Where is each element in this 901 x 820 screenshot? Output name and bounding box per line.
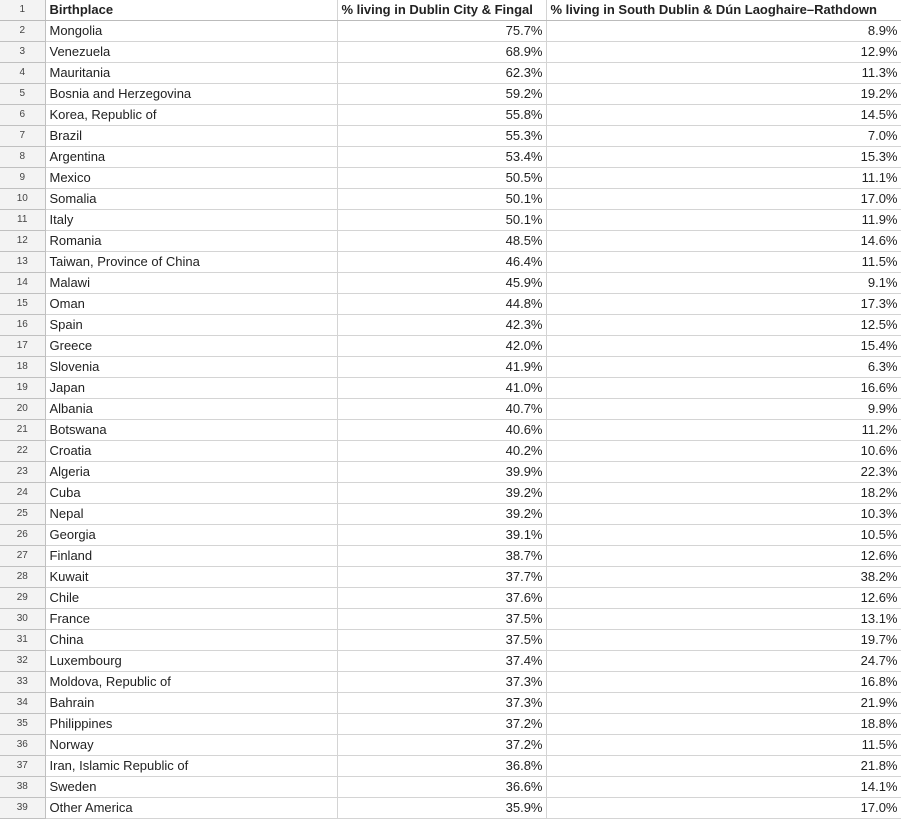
cell-birthplace[interactable]: Algeria: [45, 462, 337, 483]
cell-dublin-city-fingal[interactable]: 42.0%: [337, 336, 546, 357]
cell-dublin-city-fingal[interactable]: 44.8%: [337, 294, 546, 315]
table-row: [0, 189, 901, 210]
header-cell-birthplace[interactable]: Birthplace: [45, 0, 337, 21]
cell-dublin-city-fingal[interactable]: 35.9%: [337, 798, 546, 819]
cell-birthplace[interactable]: Chile: [45, 588, 337, 609]
row-number[interactable]: 26: [0, 525, 45, 546]
cell-south-dublin-dlr[interactable]: 19.2%: [546, 84, 901, 105]
row-number[interactable]: 15: [0, 294, 45, 315]
cell-birthplace[interactable]: Bahrain: [45, 693, 337, 714]
cell-dublin-city-fingal[interactable]: 45.9%: [337, 273, 546, 294]
cell-south-dublin-dlr[interactable]: 9.9%: [546, 399, 901, 420]
cell-birthplace[interactable]: Moldova, Republic of: [45, 672, 337, 693]
cell-south-dublin-dlr[interactable]: 17.3%: [546, 294, 901, 315]
row-number[interactable]: 9: [0, 168, 45, 189]
row-number[interactable]: 35: [0, 714, 45, 735]
cell-birthplace[interactable]: Somalia: [45, 189, 337, 210]
cell-south-dublin-dlr[interactable]: 10.6%: [546, 441, 901, 462]
cell-dublin-city-fingal[interactable]: 37.6%: [337, 588, 546, 609]
cell-birthplace[interactable]: Argentina: [45, 147, 337, 168]
cell-dublin-city-fingal[interactable]: 50.5%: [337, 168, 546, 189]
cell-south-dublin-dlr[interactable]: 17.0%: [546, 189, 901, 210]
table-row: [0, 546, 901, 567]
cell-south-dublin-dlr[interactable]: 18.2%: [546, 483, 901, 504]
cell-birthplace[interactable]: Brazil: [45, 126, 337, 147]
cell-birthplace[interactable]: Iran, Islamic Republic of: [45, 756, 337, 777]
row-number[interactable]: 11: [0, 210, 45, 231]
cell-birthplace[interactable]: Other America: [45, 798, 337, 819]
cell-birthplace[interactable]: Venezuela: [45, 42, 337, 63]
header-cell-dublin-city-fingal[interactable]: % living in Dublin City & Fingal: [337, 0, 546, 21]
cell-south-dublin-dlr[interactable]: 11.5%: [546, 252, 901, 273]
row-number[interactable]: 1: [0, 0, 45, 21]
cell-birthplace[interactable]: Japan: [45, 378, 337, 399]
cell-south-dublin-dlr[interactable]: 9.1%: [546, 273, 901, 294]
cell-dublin-city-fingal[interactable]: 55.8%: [337, 105, 546, 126]
table-row: [0, 210, 901, 231]
cell-dublin-city-fingal[interactable]: 37.2%: [337, 735, 546, 756]
cell-south-dublin-dlr[interactable]: 11.2%: [546, 420, 901, 441]
cell-south-dublin-dlr[interactable]: 13.1%: [546, 609, 901, 630]
row-number[interactable]: 28: [0, 567, 45, 588]
cell-dublin-city-fingal[interactable]: 53.4%: [337, 147, 546, 168]
cell-south-dublin-dlr[interactable]: 12.6%: [546, 546, 901, 567]
row-number[interactable]: 19: [0, 378, 45, 399]
row-number[interactable]: 30: [0, 609, 45, 630]
row-number[interactable]: 18: [0, 357, 45, 378]
cell-birthplace[interactable]: France: [45, 609, 337, 630]
cell-dublin-city-fingal[interactable]: 37.3%: [337, 672, 546, 693]
table-row: [0, 756, 901, 777]
cell-south-dublin-dlr[interactable]: 11.1%: [546, 168, 901, 189]
row-number[interactable]: 21: [0, 420, 45, 441]
cell-birthplace[interactable]: Greece: [45, 336, 337, 357]
table-row: [0, 441, 901, 462]
row-number[interactable]: 22: [0, 441, 45, 462]
table-row: [0, 777, 901, 798]
row-number[interactable]: 33: [0, 672, 45, 693]
row-number[interactable]: 8: [0, 147, 45, 168]
row-number[interactable]: 27: [0, 546, 45, 567]
cell-dublin-city-fingal[interactable]: 48.5%: [337, 231, 546, 252]
cell-birthplace[interactable]: Bosnia and Herzegovina: [45, 84, 337, 105]
cell-south-dublin-dlr[interactable]: 38.2%: [546, 567, 901, 588]
cell-south-dublin-dlr[interactable]: 21.9%: [546, 693, 901, 714]
cell-dublin-city-fingal[interactable]: 37.7%: [337, 567, 546, 588]
row-number[interactable]: 20: [0, 399, 45, 420]
cell-dublin-city-fingal[interactable]: 41.9%: [337, 357, 546, 378]
cell-south-dublin-dlr[interactable]: 12.6%: [546, 588, 901, 609]
cell-dublin-city-fingal[interactable]: 37.2%: [337, 714, 546, 735]
cell-birthplace[interactable]: Kuwait: [45, 567, 337, 588]
cell-dublin-city-fingal[interactable]: 40.2%: [337, 441, 546, 462]
cell-south-dublin-dlr[interactable]: 15.3%: [546, 147, 901, 168]
cell-dublin-city-fingal[interactable]: 36.6%: [337, 777, 546, 798]
table-row: [0, 105, 901, 126]
cell-dublin-city-fingal[interactable]: 50.1%: [337, 210, 546, 231]
cell-birthplace[interactable]: Croatia: [45, 441, 337, 462]
table-row: [0, 84, 901, 105]
table-row: [0, 126, 901, 147]
cell-south-dublin-dlr[interactable]: 17.0%: [546, 798, 901, 819]
cell-birthplace[interactable]: Luxembourg: [45, 651, 337, 672]
row-number[interactable]: 38: [0, 777, 45, 798]
cell-south-dublin-dlr[interactable]: 11.5%: [546, 735, 901, 756]
row-number[interactable]: 14: [0, 273, 45, 294]
cell-south-dublin-dlr[interactable]: 8.9%: [546, 21, 901, 42]
row-number[interactable]: 3: [0, 42, 45, 63]
table-row: [0, 420, 901, 441]
row-number[interactable]: 16: [0, 315, 45, 336]
cell-dublin-city-fingal[interactable]: 62.3%: [337, 63, 546, 84]
table-row: [0, 336, 901, 357]
cell-south-dublin-dlr[interactable]: 16.8%: [546, 672, 901, 693]
cell-dublin-city-fingal[interactable]: 37.4%: [337, 651, 546, 672]
table-row: [0, 651, 901, 672]
table-row: [0, 630, 901, 651]
cell-birthplace[interactable]: Mexico: [45, 168, 337, 189]
table-row: [0, 42, 901, 63]
row-number[interactable]: 31: [0, 630, 45, 651]
cell-dublin-city-fingal[interactable]: 39.1%: [337, 525, 546, 546]
row-number[interactable]: 13: [0, 252, 45, 273]
cell-birthplace[interactable]: Malawi: [45, 273, 337, 294]
row-number[interactable]: 25: [0, 504, 45, 525]
table-row: [0, 399, 901, 420]
table-row: [0, 147, 901, 168]
row-number[interactable]: 23: [0, 462, 45, 483]
cell-south-dublin-dlr[interactable]: 7.0%: [546, 126, 901, 147]
cell-south-dublin-dlr[interactable]: 12.9%: [546, 42, 901, 63]
cell-birthplace[interactable]: Botswana: [45, 420, 337, 441]
cell-birthplace[interactable]: Mauritania: [45, 63, 337, 84]
table-row: [0, 273, 901, 294]
cell-birthplace[interactable]: Mongolia: [45, 21, 337, 42]
table-row: [0, 294, 901, 315]
table-row: [0, 672, 901, 693]
cell-dublin-city-fingal[interactable]: 68.9%: [337, 42, 546, 63]
table-row: [0, 525, 901, 546]
table-row: [0, 168, 901, 189]
header-cell-south-dublin-dlr[interactable]: % living in South Dublin & Dún Laoghaire–Rathdown: [546, 0, 901, 21]
row-number[interactable]: 39: [0, 798, 45, 819]
cell-dublin-city-fingal[interactable]: 41.0%: [337, 378, 546, 399]
cell-birthplace[interactable]: Spain: [45, 315, 337, 336]
cell-birthplace[interactable]: Sweden: [45, 777, 337, 798]
cell-dublin-city-fingal[interactable]: 46.4%: [337, 252, 546, 273]
cell-dublin-city-fingal[interactable]: 59.2%: [337, 84, 546, 105]
row-number[interactable]: 37: [0, 756, 45, 777]
cell-south-dublin-dlr[interactable]: 14.5%: [546, 105, 901, 126]
cell-dublin-city-fingal[interactable]: 75.7%: [337, 21, 546, 42]
cell-south-dublin-dlr[interactable]: 15.4%: [546, 336, 901, 357]
cell-birthplace[interactable]: Georgia: [45, 525, 337, 546]
cell-birthplace[interactable]: China: [45, 630, 337, 651]
table-row: [0, 609, 901, 630]
row-number[interactable]: 36: [0, 735, 45, 756]
cell-birthplace[interactable]: Italy: [45, 210, 337, 231]
table-row: [0, 252, 901, 273]
cell-dublin-city-fingal[interactable]: 37.3%: [337, 693, 546, 714]
row-number[interactable]: 7: [0, 126, 45, 147]
cell-birthplace[interactable]: Albania: [45, 399, 337, 420]
row-number[interactable]: 34: [0, 693, 45, 714]
cell-birthplace[interactable]: Slovenia: [45, 357, 337, 378]
cell-birthplace[interactable]: Norway: [45, 735, 337, 756]
table-row: [0, 378, 901, 399]
row-number[interactable]: 10: [0, 189, 45, 210]
row-number[interactable]: 6: [0, 105, 45, 126]
table-row: [0, 315, 901, 336]
cell-birthplace[interactable]: Finland: [45, 546, 337, 567]
table-row: [0, 483, 901, 504]
cell-south-dublin-dlr[interactable]: 22.3%: [546, 462, 901, 483]
table-row: [0, 21, 901, 42]
cell-birthplace[interactable]: Oman: [45, 294, 337, 315]
cell-south-dublin-dlr[interactable]: 14.1%: [546, 777, 901, 798]
cell-birthplace[interactable]: Korea, Republic of: [45, 105, 337, 126]
cell-dublin-city-fingal[interactable]: 50.1%: [337, 189, 546, 210]
row-number[interactable]: 24: [0, 483, 45, 504]
cell-south-dublin-dlr[interactable]: 10.3%: [546, 504, 901, 525]
table-row: [0, 357, 901, 378]
cell-dublin-city-fingal[interactable]: 42.3%: [337, 315, 546, 336]
cell-dublin-city-fingal[interactable]: 39.2%: [337, 483, 546, 504]
row-number[interactable]: 12: [0, 231, 45, 252]
cell-birthplace[interactable]: Nepal: [45, 504, 337, 525]
cell-dublin-city-fingal[interactable]: 55.3%: [337, 126, 546, 147]
cell-dublin-city-fingal[interactable]: 36.8%: [337, 756, 546, 777]
cell-dublin-city-fingal[interactable]: 37.5%: [337, 609, 546, 630]
table-row: [0, 735, 901, 756]
cell-dublin-city-fingal[interactable]: 37.5%: [337, 630, 546, 651]
cell-dublin-city-fingal[interactable]: 38.7%: [337, 546, 546, 567]
table-row: [0, 231, 901, 252]
cell-south-dublin-dlr[interactable]: 19.7%: [546, 630, 901, 651]
cell-birthplace[interactable]: Taiwan, Province of China: [45, 252, 337, 273]
cell-birthplace[interactable]: Romania: [45, 231, 337, 252]
cell-south-dublin-dlr[interactable]: 21.8%: [546, 756, 901, 777]
row-number[interactable]: 32: [0, 651, 45, 672]
table-row: [0, 504, 901, 525]
row-number[interactable]: 17: [0, 336, 45, 357]
cell-south-dublin-dlr[interactable]: 16.6%: [546, 378, 901, 399]
cell-dublin-city-fingal[interactable]: 40.7%: [337, 399, 546, 420]
row-number[interactable]: 5: [0, 84, 45, 105]
table-row: [0, 63, 901, 84]
table-row: [0, 567, 901, 588]
cell-birthplace[interactable]: Cuba: [45, 483, 337, 504]
table-row: [0, 714, 901, 735]
row-number[interactable]: 4: [0, 63, 45, 84]
cell-south-dublin-dlr[interactable]: 11.3%: [546, 63, 901, 84]
row-number[interactable]: 29: [0, 588, 45, 609]
cell-south-dublin-dlr[interactable]: 10.5%: [546, 525, 901, 546]
cell-south-dublin-dlr[interactable]: 6.3%: [546, 357, 901, 378]
cell-south-dublin-dlr[interactable]: 14.6%: [546, 231, 901, 252]
table-row: [0, 588, 901, 609]
cell-south-dublin-dlr[interactable]: 18.8%: [546, 714, 901, 735]
table-row: [0, 798, 901, 819]
cell-south-dublin-dlr[interactable]: 24.7%: [546, 651, 901, 672]
table-row: [0, 693, 901, 714]
cell-dublin-city-fingal[interactable]: 39.2%: [337, 504, 546, 525]
row-number[interactable]: 2: [0, 21, 45, 42]
table-row: [0, 462, 901, 483]
cell-south-dublin-dlr[interactable]: 12.5%: [546, 315, 901, 336]
cell-south-dublin-dlr[interactable]: 11.9%: [546, 210, 901, 231]
cell-dublin-city-fingal[interactable]: 40.6%: [337, 420, 546, 441]
cell-birthplace[interactable]: Philippines: [45, 714, 337, 735]
cell-dublin-city-fingal[interactable]: 39.9%: [337, 462, 546, 483]
header-row: [0, 0, 901, 21]
